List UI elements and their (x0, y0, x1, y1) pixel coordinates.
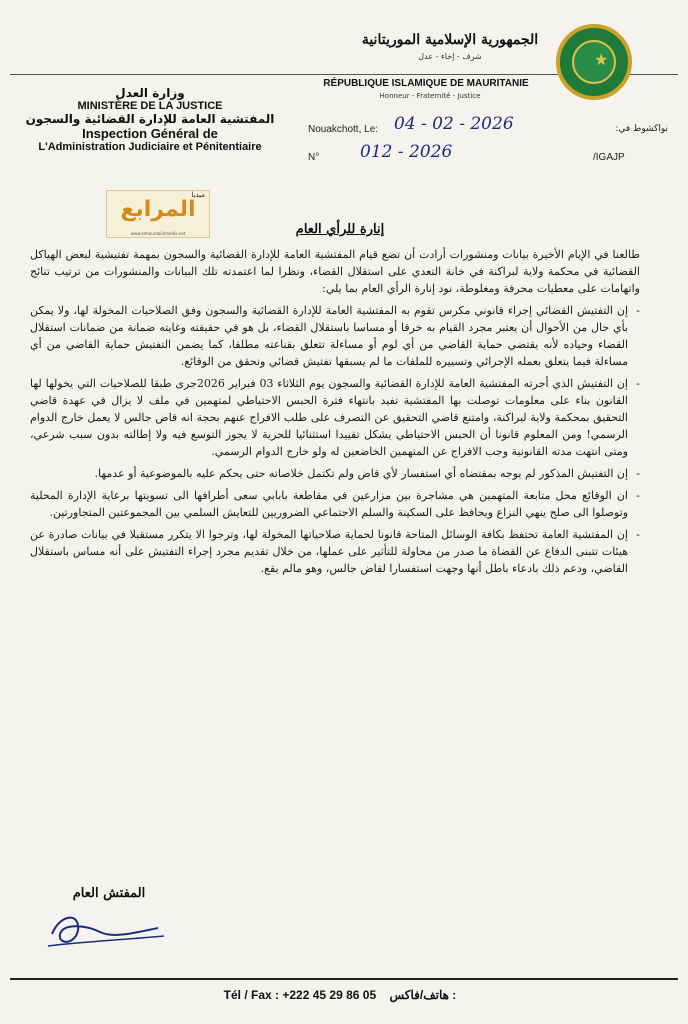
list-item: - ان الوقائع محل متابعة المتهمين هي مشاجرة بين مزارعين في مقاطعة بابابي سعى أطرافها الى تسويتها برعاية الإدارة المحلية وتوصلوا الى صلح ينهي النزاع ويحافظ على السكينة والسلم الاجتماعي الضروريين للتعايش السلمي بين المجموعتين المتجاورتين. (30, 487, 640, 521)
reference-suffix: /IGAJP (593, 152, 625, 163)
inspection-name-ar: المفتشية العامة للإدارة القضائية والسجون (25, 112, 275, 126)
reference-label: N° (308, 152, 320, 163)
date-label-ar: نواكشوط في: (615, 124, 668, 134)
emblem-inner-circle: ★ (572, 40, 616, 84)
motto-fr: Honneur - Fraternité - Justice (379, 92, 481, 100)
republic-name-ar: الجمهورية الإسلامية الموريتانية (361, 32, 539, 48)
footer-rule (10, 978, 678, 980)
document-title: إنارة للرأي العام (295, 222, 385, 237)
footer-contact (170, 988, 510, 1002)
reference-line (308, 142, 668, 163)
signatory-title: المفتش العام (72, 886, 146, 901)
ministry-name-fr: MINISTÈRE DE LA JUSTICE (77, 100, 223, 112)
logo-main-text: المرابع (120, 197, 196, 222)
ministry-name-ar: وزارة العدل (115, 86, 185, 100)
handwritten-date: 04 - 02 - 2026 (394, 114, 514, 134)
ministry-block (20, 86, 280, 153)
date-line (308, 114, 668, 135)
motto-ar: شرف - إخاء - عدل (418, 52, 482, 61)
logo-top-text: ميديا (191, 191, 205, 199)
list-item: - إن التفتيش المذكور لم يوجه بمقتضاه أي استفسار لأي قاض ولم تكتمل خلاصاته حتى يحكم عليه بالموضوعية أو عدمها. (30, 465, 640, 482)
republic-name-fr: RÉPUBLIQUE ISLAMIQUE DE MAURITANIE (323, 78, 529, 89)
inspection-name-fr-1: Inspection Général de (82, 126, 218, 141)
footer-phone: +222 45 29 86 05 (282, 988, 377, 1002)
list-item: - إن التفتيش القضائي إجراء قانوني مكرس تقوم به المفتشية العامة للإدارة القضائية والسجون وفق الصلاحيات المخولة لها، ولا يمكن بأي حال من الأحوال أن يعتبر مجرد القيام به خرقا أو مساسا باستقلال القضاء، بل هو في حقيقته وغايته ضمانة من ضمانات استقلال القضاء وحياده لأنه يقتضي حماية القاضي من أي لوم أو مساءلة تتعلق بقناعته مطلقا، كما يضمن التفتيش حماية القاضي من أي مساءلة فيما يتعلق بعمله الإجرائي وتسييره للملفات ما لم يسبقها تفتيش قضائي وتحقق من الوقائع. (30, 302, 640, 370)
intro-paragraph: طالعنا في الإيام الأخيرة بيانات ومنشورات أرادت أن تضع قيام المفتشية العامة للإدارة القضائية والسجون بمهمة تفتيشية لبعض الهياكل القضائية في محكمة ولاية لبراكنة في خانة التعدي على استقلال القضاء، ونظرا لما اعتمدته تلك البيانات والمنشورات من ترتيب تنائج واتهامات على معطيات محرفة ومغلوطة، نود إنارة الرأي العام بما يلي: (30, 248, 640, 295)
inspection-name-fr-2: L'Administration Judiciaire et Pénitentiaire (38, 141, 262, 153)
list-item: - إن التفتيش الذي أجرته المفتشية العامة للإدارة القضائية والسجون يوم الثلاثاء 03 فبراير 2026جرى طبقا للصلاحيات التي يخولها لها القانون بناء على معلومات توصلت بها المفتشية تفيد بانتهاء فترة الحبس الاحتياطي لمتهمين في ملف لا يزال في عهدة قاضي التحقيق بمحكمة ولاية لبراكنة، وامتنع قاضي التحقيق عن التصرف على طلب الافراج عنهم بحجة انه قاض جالس لا يعمل خارج الدوام الرسمي! ومن المعلوم قانونا أن الحبس الاحتياطي يشكل تقييدا استثنائيا للحرية لا يجوز التوسع فيه ولا إطالته بدون سبب شرعي، ومتى انتهت مدته القانونية وجب الافراج عن المتهمين الخاضعين له ولو خارج الدوام الرسمي. (30, 375, 640, 460)
date-label-fr: Nouakchott, Le: (308, 124, 379, 135)
list-item: - إن المفتشية العامة تحتفظ بكافة الوسائل المتاحة قانونا لحماية صلاحياتها المخولة لها، وترجوا الا يتكرر مستقبلا في بيانات صادرة عن هيئات تتبنى الدفاع عن القضاة ما صدر من محاولة للتأثير على عملها، من خلال تقديم مجرد إجراء التفتيش على أنه مساس باستقلال القاضي، ودعم ذلك بادعاء باطل أنها وجهت استفسارا لقاض جالس، وهو مالم يقع. (30, 526, 640, 577)
handwritten-reference: 012 - 2026 (360, 142, 453, 162)
logo-url: www.elmourabiinmedia.net (130, 231, 186, 236)
handwritten-signature (40, 904, 170, 954)
footer-label-fr: Tél / Fax : (223, 988, 280, 1002)
document-body (30, 246, 640, 582)
watermark-logo (106, 190, 210, 238)
footer-label-ar: هاتف/فاكس : (389, 988, 457, 1002)
